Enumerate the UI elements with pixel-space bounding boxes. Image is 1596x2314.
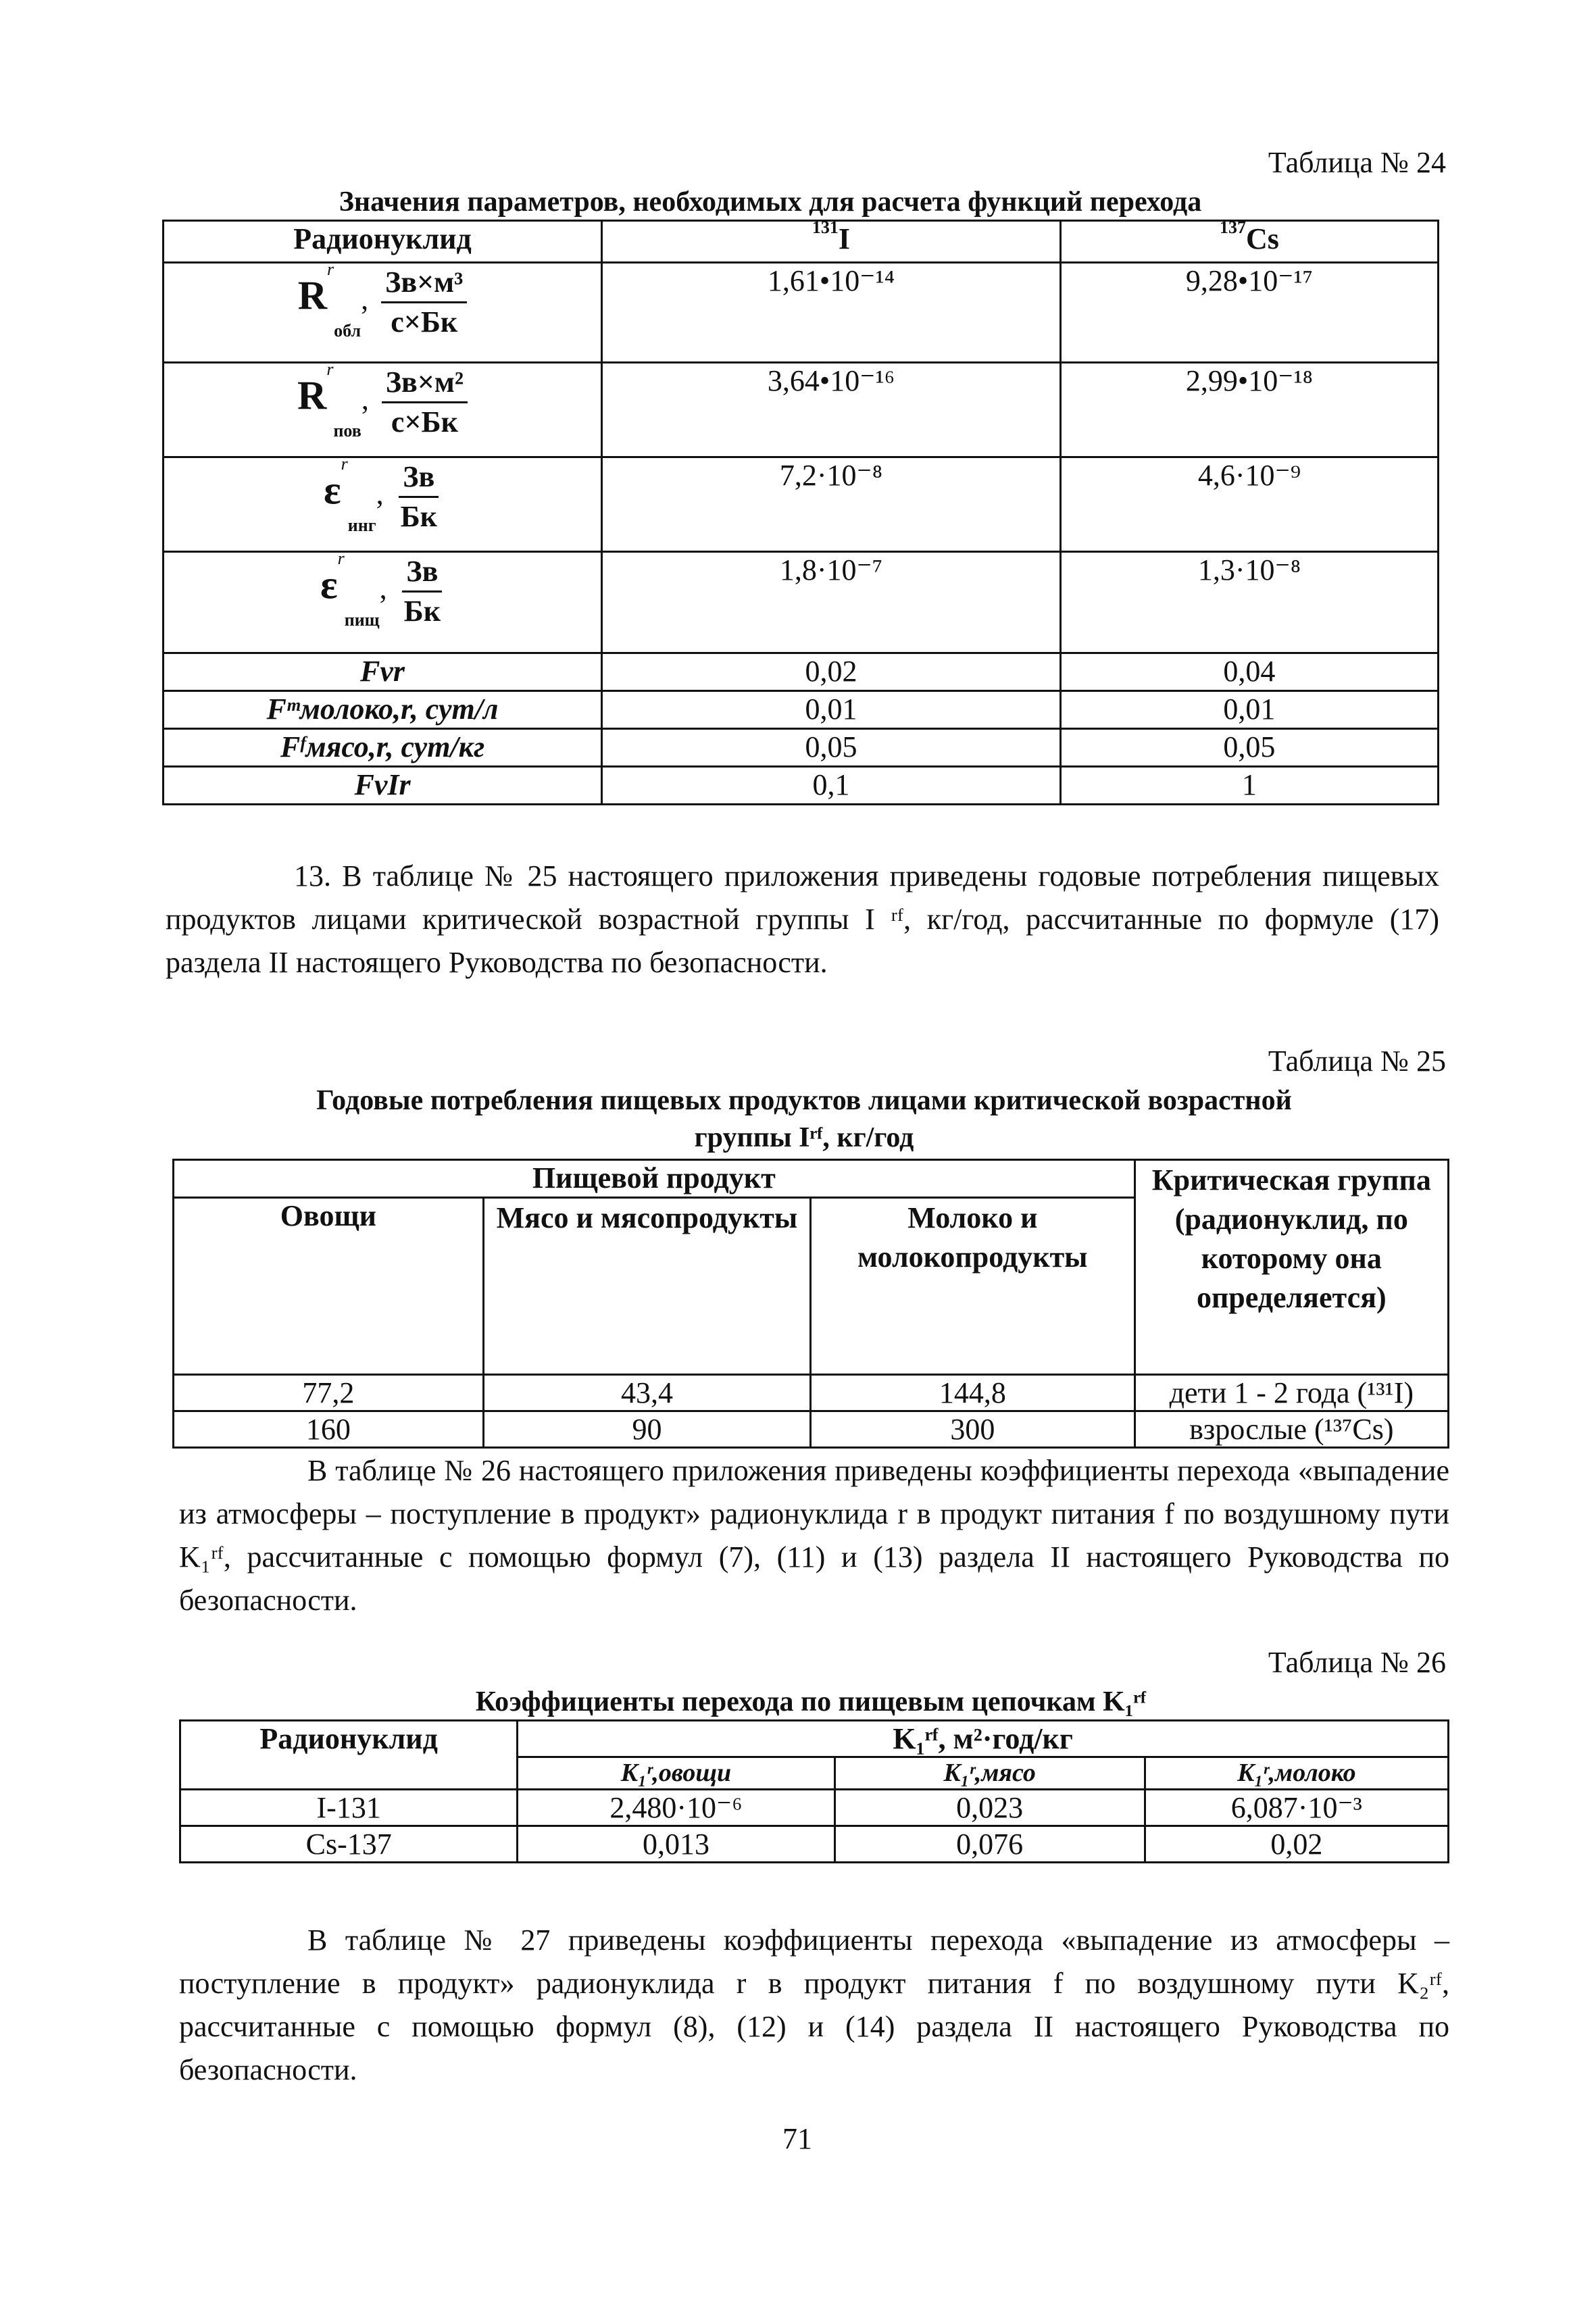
table25-cell: взрослые (¹³⁷Cs) <box>1134 1411 1448 1448</box>
table24-value: 1 <box>1060 767 1438 805</box>
table24-number: Таблица № 24 <box>1268 146 1446 179</box>
table24-value: 4,6·10⁻⁹ <box>1060 457 1438 552</box>
table25-title-line2: группы Iʳᶠ, кг/год <box>694 1122 914 1153</box>
table24-label: Fvr <box>164 653 602 691</box>
paragraph-27: В таблице № 27 приведены коэффициенты перехода «выпадение из атмосферы – поступление в продукт» радионуклида r в продукт питания f по воздушному пути K₂ʳᶠ, рассчитанные с помощью формул (8), (12) и (14) раздела II настоящего Руководства по безопасности. <box>179 1923 1449 2086</box>
table24-value: 0,01 <box>602 691 1061 729</box>
table24-value: 0,05 <box>1060 729 1438 767</box>
table24-title: Значения параметров, необходимых для расчета функций перехода <box>339 186 1202 218</box>
table25-number: Таблица № 25 <box>1268 1045 1446 1078</box>
table24-label: Fᵐмолоко,r, сут/л <box>164 691 602 729</box>
table26-sub-veg: K₁ʳ,овощи <box>518 1757 834 1790</box>
paragraph-13: 13. В таблице № 25 настоящего приложения приведены годовые потребления пищевых продуктов лицами критической возрастной группы I ʳᶠ, кг/год, рассчитанные по формуле (17) раздела II настоящего Руководства по безопасности. <box>166 859 1439 979</box>
table26-cell: 2,480·10⁻⁶ <box>518 1790 834 1826</box>
table26-number: Таблица № 26 <box>1268 1646 1446 1679</box>
table24-header-cs137: $^{137}$Cs <box>1060 221 1438 263</box>
table25-col-milk: Молоко и молокопродукты <box>811 1198 1135 1375</box>
table25-group-header: Пищевой продукт <box>174 1160 1135 1198</box>
table24-header-i131: $^{131}$I <box>602 221 1061 263</box>
table26-cell: Cs-137 <box>180 1826 518 1863</box>
table24-header-label: Радионуклид <box>164 221 602 263</box>
table24-label: FvIr <box>164 767 602 805</box>
table26 <box>179 1719 1449 1863</box>
table26-group-header: K₁ʳᶠ, м²·год/кг <box>518 1721 1449 1757</box>
table24-value: 9,28•10⁻¹⁷ <box>1060 263 1438 363</box>
table24-value: 7,2·10⁻⁸ <box>602 457 1061 552</box>
table26-col-nuclide: Радионуклид <box>180 1721 518 1790</box>
table24 <box>162 220 1439 805</box>
table26-cell: I-131 <box>180 1790 518 1826</box>
table24-value: 1,3·10⁻⁸ <box>1060 552 1438 653</box>
table26-cell: 0,02 <box>1145 1826 1448 1863</box>
table24-param-r-pov: $R^rпов$, $\frac{\text{Зв×м²}}{с\times Бк}$ <box>164 363 602 457</box>
table24-value: 0,02 <box>602 653 1061 691</box>
table25-cell: 77,2 <box>174 1375 484 1411</box>
table26-sub-meat: K₁ʳ,мясо <box>834 1757 1145 1790</box>
table26-sub-milk: K₁ʳ,молоко <box>1145 1757 1448 1790</box>
table25-critical-header: Критическая группа (радионуклид, по которому она определяется) <box>1134 1160 1448 1375</box>
table24-param-eps-ing: $\varepsilon^rинг$, $\frac{Зв}{Бк}$ <box>164 457 602 552</box>
table24-value: 0,01 <box>1060 691 1438 729</box>
table26-cell: 6,087·10⁻³ <box>1145 1790 1448 1826</box>
table25-cell: 90 <box>483 1411 810 1448</box>
table24-value: 1,8·10⁻⁷ <box>602 552 1061 653</box>
table24-param-eps-pishch: $\varepsilon^rпищ$, $\frac{Зв}{Бк}$ <box>164 552 602 653</box>
table25-col-veg: Овощи <box>174 1198 484 1375</box>
table24-param-r-obl: $R^rобл$, $\frac{\text{Зв×м³}}{с\times Бк}$ <box>164 263 602 363</box>
table26-cell: 0,076 <box>834 1826 1145 1863</box>
table25 <box>172 1159 1449 1449</box>
table26-title: Коэффициенты перехода по пищевым цепочкам K₁ʳᶠ <box>475 1686 1147 1717</box>
table25-cell: 144,8 <box>811 1375 1135 1411</box>
table25-col-meat: Мясо и мясопродукты <box>483 1198 810 1375</box>
table25-title-line1: Годовые потребления пищевых продуктов лицами критической возрастной <box>316 1085 1292 1116</box>
table24-value: 3,64•10⁻¹⁶ <box>602 363 1061 457</box>
table25-cell: 43,4 <box>483 1375 810 1411</box>
page-number: 71 <box>782 2122 812 2155</box>
paragraph-26: В таблице № 26 настоящего приложения приведены коэффициенты перехода «выпадение из атмосферы – поступление в продукт» радионуклида r в продукт питания f по воздушному пути K₁ʳᶠ, рассчитанные с помощью формул (7), (11) и (13) раздела II настоящего Руководства по безопасности. <box>179 1454 1449 1617</box>
table24-value: 0,1 <box>602 767 1061 805</box>
table24-value: 1,61•10⁻¹⁴ <box>602 263 1061 363</box>
table25-cell: 300 <box>811 1411 1135 1448</box>
table24-label: Fᶠмясо,r, сут/кг <box>164 729 602 767</box>
table26-cell: 0,013 <box>518 1826 834 1863</box>
table26-cell: 0,023 <box>834 1790 1145 1826</box>
table25-cell: 160 <box>174 1411 484 1448</box>
table24-value: 2,99•10⁻¹⁸ <box>1060 363 1438 457</box>
table25-cell: дети 1 - 2 года (¹³¹I) <box>1134 1375 1448 1411</box>
table24-value: 0,04 <box>1060 653 1438 691</box>
table24-value: 0,05 <box>602 729 1061 767</box>
